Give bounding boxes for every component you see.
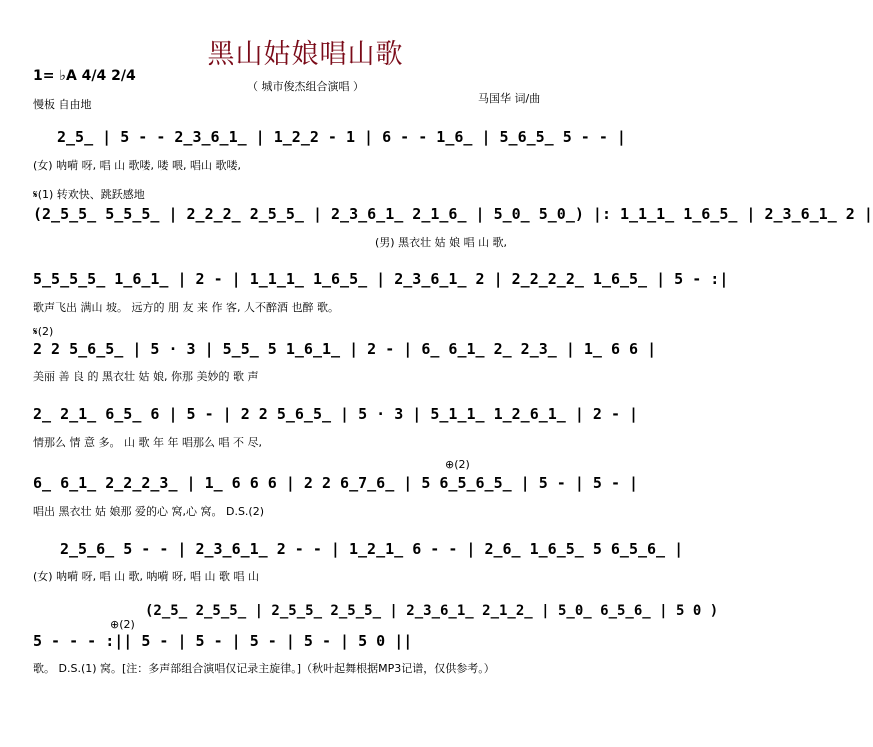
- lyrics-line-6: 唱出 黑衣壮 姑 娘那 爱的心 窝,心 窝。 D.S.(2): [33, 505, 264, 518]
- composer-credit: 马国华 词/曲: [478, 92, 541, 105]
- segno-marker-2: 𝄋(2): [33, 325, 54, 338]
- tempo-marking: 慢板 自由地: [33, 98, 92, 111]
- notation-line-8: 5 - - - :|| 5 - | 5 - | 5 - | 5 - | 5 0 ||: [33, 632, 413, 650]
- notation-line-6: 6̲ 6̲1̲ 2̲2̲2̲3̲ | 1̲ 6 6 6 | 2 2 6̲7̲6̲ | 5 6̲5̲6̲5̲ | 5 - | 5 - |: [33, 474, 639, 492]
- notation-line-7: 2̲5̲6̲ 5 - - | 2̲3̲6̲1̲ 2 - - | 1̲2̲1̲ 6 - - | 2̲6̲ 1̲6̲5̲ 5 6̲5̲6̲ |: [60, 540, 684, 558]
- performer-subtitle: （ 城市俊杰组合演唱 ）: [247, 80, 364, 93]
- notation-line-1: 2̲5̲ | 5 - - 2̲3̲6̲1̲ | 1̲2̲2 - 1 | 6 - - 1̲6̲ | 5̲6̲5̲ 5 - - |: [57, 128, 626, 146]
- notation-line-2: (2̲5̲5̲ 5̲5̲5̲ | 2̲2̲2̲ 2̲5̲5̲ | 2̲3̲6̲1̲ 2̲1̲6̲ | 5̲0̲ 5̲0̲) |: 1̲1̲1̲ 1̲6̲5̲ | 2̲3̲6̲1̲ 2 |: [33, 205, 873, 223]
- notation-line-3: 5̲5̲5̲5̲ 1̲6̲1̲ | 2 - | 1̲1̲1̲ 1̲6̲5̲ | 2̲3̲6̲1̲ 2 | 2̲2̲2̲2̲ 1̲6̲5̲ | 5 - :|: [33, 270, 729, 288]
- lyrics-line-2: (男) 黑衣壮 姑 娘 唱 山 歌,: [375, 236, 508, 249]
- notation-line-5: 2̲ 2̲1̲ 6̲5̲ 6 | 5 - | 2 2 5̲6̲5̲ | 5 · 3 | 5̲1̲1̲ 1̲2̲6̲1̲ | 2 - |: [33, 405, 639, 423]
- notation-line-4: 2 2 5̲6̲5̲ | 5 · 3 | 5̲5̲ 5 1̲6̲1̲ | 2 - | 6̲ 6̲1̲ 2̲ 2̲3̲ | 1̲ 6 6 |: [33, 340, 657, 358]
- lyrics-line-1: (女) 呐嗬 呀, 唱 山 歌喽, 喽 喂, 唱山 歌喽,: [33, 159, 242, 172]
- coda-marker-2: ⊕(2): [110, 618, 135, 631]
- lyrics-line-4: 美丽 善 良 的 黑衣壮 姑 娘, 你那 美妙的 歌 声: [33, 370, 259, 383]
- song-title: 黑山姑娘唱山歌: [207, 39, 404, 70]
- coda-marker-1: ⊕(2): [445, 458, 470, 471]
- lyrics-line-7: (女) 呐嗬 呀, 唱 山 歌, 呐嗬 呀, 唱 山 歌 唱 山: [33, 570, 260, 583]
- lyrics-line-8: 歌。 D.S.(1) 窝。[注：多声部组合演唱仅记录主旋律。]（秋叶起舞根据MP3记谱，仅供参考。）: [33, 662, 495, 675]
- key-signature: 1= ♭A 4/4 2/4: [33, 68, 136, 84]
- lyrics-line-5: 情那么 情 意 多。 山 歌 年 年 唱那么 唱 不 尽,: [33, 436, 262, 449]
- notation-line-8-accompaniment: (2̲5̲ 2̲5̲5̲ | 2̲5̲5̲ 2̲5̲5̲ | 2̲3̲6̲1̲ 2̲1̲2̲ | 5̲0̲ 6̲5̲6̲ | 5 0 ): [145, 603, 719, 619]
- lyrics-line-3: 歌声飞出 满山 坡。 远方的 朋 友 来 作 客, 人不醉酒 也醉 歌。: [33, 301, 339, 314]
- segno-marker-1: 𝄋(1) 转欢快、跳跃感地: [33, 188, 145, 201]
